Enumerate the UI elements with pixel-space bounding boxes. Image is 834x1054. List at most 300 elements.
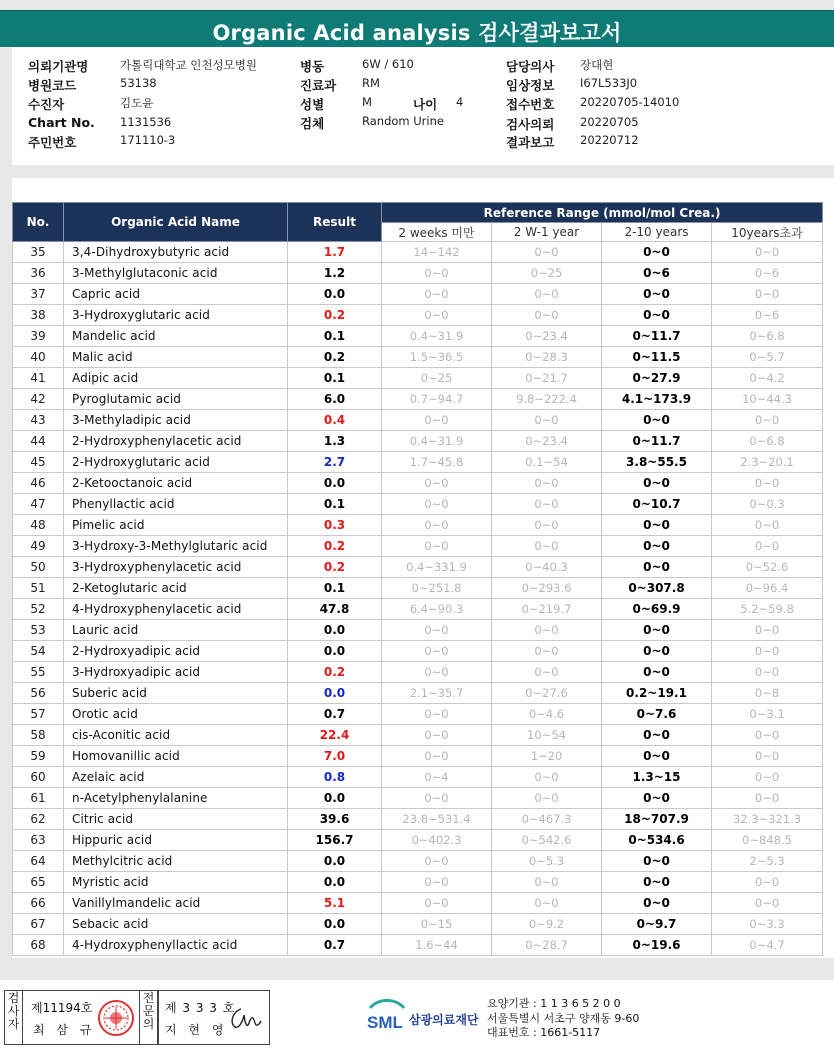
ref-over-10years: 0~6.8 (712, 431, 823, 452)
specialist-license: 제 3 3 3 호 (165, 1001, 236, 1015)
row-number: 44 (13, 431, 64, 452)
ref-over-10years: 0~0 (712, 284, 823, 305)
ref-2-10years: 0~7.6 (602, 704, 712, 725)
ref-2-10years: 0~0 (602, 893, 712, 914)
ref-over-10years: 0~0 (712, 746, 823, 767)
signature-icon (227, 1003, 263, 1037)
ref-2w-1year: 0~0 (492, 662, 602, 683)
ref-2-10years: 0~0 (602, 851, 712, 872)
table-row (13, 746, 823, 767)
examiner-label-text: 검사자 (7, 991, 20, 1031)
acid-name: Vanillylmandelic acid (64, 893, 288, 914)
ref-over-10years: 0~0 (712, 515, 823, 536)
results-table (12, 202, 823, 956)
row-number: 43 (13, 410, 64, 431)
ref-2w-1year: 0~542.6 (492, 830, 602, 851)
row-number: 37 (13, 284, 64, 305)
ref-col-header: 2 weeks 미만 (382, 223, 492, 242)
sex-label: 성별 (300, 97, 325, 112)
ref-2w-1year: 0~0 (492, 515, 602, 536)
result-value: 0.8 (288, 767, 382, 788)
ref-over-10years: 0~848.5 (712, 830, 823, 851)
ref-2w-1year: 0~25 (492, 263, 602, 284)
ref-2w-1year: 0~9.2 (492, 914, 602, 935)
patient-value: 김도윤 (120, 96, 154, 110)
row-number: 58 (13, 725, 64, 746)
table-row (13, 431, 823, 452)
ward-value: 6W / 610 (362, 57, 414, 71)
table-row (13, 704, 823, 725)
ref-2-10years: 0~0 (602, 284, 712, 305)
acid-name: Pyroglutamic acid (64, 389, 288, 410)
ref-2-10years: 0~0 (602, 746, 712, 767)
ref-2-10years: 0~10.7 (602, 494, 712, 515)
row-number: 62 (13, 809, 64, 830)
row-number: 42 (13, 389, 64, 410)
table-row (13, 452, 823, 473)
ref-over-10years: 0~0.3 (712, 494, 823, 515)
table-row (13, 599, 823, 620)
ref-2w-1year: 0~219.7 (492, 599, 602, 620)
ref-2w-1year: 0~28.3 (492, 347, 602, 368)
row-number: 59 (13, 746, 64, 767)
org-address (487, 997, 639, 1041)
ref-2weeks: 0~0 (382, 305, 492, 326)
age-label: 나이 (413, 97, 438, 112)
ref-2weeks: 0.4~331.9 (382, 557, 492, 578)
table-row (13, 809, 823, 830)
ref-2w-1year: 0~23.4 (492, 326, 602, 347)
table-row (13, 494, 823, 515)
ref-2w-1year: 0~0 (492, 284, 602, 305)
acid-name: Orotic acid (64, 704, 288, 725)
acid-name: 2-Ketooctanoic acid (64, 473, 288, 494)
ref-2w-1year: 0~0 (492, 242, 602, 263)
row-number: 36 (13, 263, 64, 284)
result-value: 0.2 (288, 347, 382, 368)
acid-name: Capric acid (64, 284, 288, 305)
ref-2weeks: 0~4 (382, 767, 492, 788)
doctor-label: 담당의사 (506, 59, 555, 74)
result-value: 0.0 (288, 683, 382, 704)
result-value: 0.3 (288, 515, 382, 536)
result-value: 0.0 (288, 872, 382, 893)
ref-2weeks: 0~15 (382, 914, 492, 935)
ref-2weeks: 0~0 (382, 284, 492, 305)
ref-over-10years: 0~6 (712, 263, 823, 284)
acid-name: 3-Methylglutaconic acid (64, 263, 288, 284)
ref-2-10years: 0~0 (602, 872, 712, 893)
ref-2w-1year: 0~0 (492, 620, 602, 641)
ref-2-10years: 0~0 (602, 662, 712, 683)
ref-2weeks: 0~0 (382, 620, 492, 641)
ref-2w-1year: 0~0 (492, 893, 602, 914)
dept-label: 진료과 (300, 78, 337, 93)
result-value: 1.7 (288, 242, 382, 263)
ref-2weeks: 1.6~44 (382, 935, 492, 956)
ref-2w-1year: 0~0 (492, 473, 602, 494)
result-value: 0.2 (288, 305, 382, 326)
ref-col-header: 2-10 years (602, 223, 712, 242)
row-number: 53 (13, 620, 64, 641)
row-number: 51 (13, 578, 64, 599)
result-value: 0.0 (288, 473, 382, 494)
acid-name: Lauric acid (64, 620, 288, 641)
col-header-name: Organic Acid Name (64, 203, 288, 242)
ref-2w-1year: 0~0 (492, 872, 602, 893)
row-number: 41 (13, 368, 64, 389)
table-row (13, 347, 823, 368)
ref-2weeks: 0~0 (382, 725, 492, 746)
ref-2weeks: 23.8~531.4 (382, 809, 492, 830)
ref-2-10years: 0~19.6 (602, 935, 712, 956)
ref-over-10years: 0~0 (712, 662, 823, 683)
ref-col-header: 2 W-1 year (492, 223, 602, 242)
ref-2-10years: 0~534.6 (602, 830, 712, 851)
row-number: 46 (13, 473, 64, 494)
ref-2-10years: 18~707.9 (602, 809, 712, 830)
ref-2weeks: 0~0 (382, 515, 492, 536)
acid-name: Hippuric acid (64, 830, 288, 851)
result-value: 0.0 (288, 914, 382, 935)
table-row (13, 263, 823, 284)
ref-over-10years: 0~8 (712, 683, 823, 704)
result-value: 0.1 (288, 494, 382, 515)
ref-over-10years: 2~5.3 (712, 851, 823, 872)
row-number: 35 (13, 242, 64, 263)
table-row (13, 641, 823, 662)
col-header-reference: Reference Range (mmol/mol Crea.) (382, 203, 823, 223)
acid-name: 3,4-Dihydroxybutyric acid (64, 242, 288, 263)
acid-name: Malic acid (64, 347, 288, 368)
doctor-value: 장대현 (580, 58, 614, 72)
ref-2weeks: 0~0 (382, 473, 492, 494)
ref-2w-1year: 0~40.3 (492, 557, 602, 578)
table-row (13, 389, 823, 410)
ref-2weeks: 0~0 (382, 872, 492, 893)
ref-2-10years: 0~11.7 (602, 326, 712, 347)
ref-2-10years: 0~6 (602, 263, 712, 284)
ref-2weeks: 0.4~31.9 (382, 431, 492, 452)
specialist-label-text: 전문의 (142, 991, 155, 1031)
acid-name: 3-Hydroxyglutaric acid (64, 305, 288, 326)
row-number: 57 (13, 704, 64, 725)
receipt-label: 접수번호 (506, 97, 555, 112)
dept-value: RM (362, 76, 380, 90)
ref-2w-1year: 0~293.6 (492, 578, 602, 599)
result-value: 0.4 (288, 410, 382, 431)
ref-2w-1year: 0~0 (492, 494, 602, 515)
result-value: 5.1 (288, 893, 382, 914)
result-value: 22.4 (288, 725, 382, 746)
result-value: 2.7 (288, 452, 382, 473)
acid-name: Azelaic acid (64, 767, 288, 788)
ref-2weeks: 0~0 (382, 410, 492, 431)
ref-2w-1year: 0~467.3 (492, 809, 602, 830)
request-value: 20220705 (580, 115, 639, 129)
table-row (13, 935, 823, 956)
table-row (13, 893, 823, 914)
ref-2w-1year: 10~54 (492, 725, 602, 746)
ref-2-10years: 0~9.7 (602, 914, 712, 935)
table-row (13, 368, 823, 389)
ref-col-header: 10years초과 (712, 223, 823, 242)
ref-2-10years: 0~307.8 (602, 578, 712, 599)
title-bar (0, 10, 834, 47)
row-number: 40 (13, 347, 64, 368)
acid-name: 2-Ketoglutaric acid (64, 578, 288, 599)
results-panel (12, 178, 834, 958)
row-number: 49 (13, 536, 64, 557)
ref-2w-1year: 0~27.6 (492, 683, 602, 704)
row-number: 67 (13, 914, 64, 935)
ref-2weeks: 1.5~36.5 (382, 347, 492, 368)
row-number: 39 (13, 326, 64, 347)
row-number: 48 (13, 515, 64, 536)
ref-2-10years: 0~69.9 (602, 599, 712, 620)
result-value: 0.2 (288, 662, 382, 683)
row-number: 54 (13, 641, 64, 662)
ref-2w-1year: 0~0 (492, 536, 602, 557)
ref-2weeks: 2.1~35.7 (382, 683, 492, 704)
ref-over-10years: 0~0 (712, 641, 823, 662)
ref-2weeks: 0~0 (382, 788, 492, 809)
ref-over-10years: 0~0 (712, 242, 823, 263)
ref-over-10years: 0~0 (712, 788, 823, 809)
specialist-label (140, 991, 158, 1044)
ref-over-10years: 5.2~59.8 (712, 599, 823, 620)
table-row (13, 326, 823, 347)
table-row (13, 767, 823, 788)
ref-2-10years: 0~0 (602, 242, 712, 263)
result-value: 7.0 (288, 746, 382, 767)
ref-over-10years: 0~0 (712, 410, 823, 431)
ref-2-10years: 0~11.5 (602, 347, 712, 368)
acid-name: Homovanillic acid (64, 746, 288, 767)
clinical-label: 임상정보 (506, 78, 555, 93)
ref-2-10years: 0.2~19.1 (602, 683, 712, 704)
hospital-value: 가톨릭대학교 인천성모병원 (120, 58, 257, 72)
signature-box (4, 990, 270, 1045)
ref-2w-1year: 0~21.7 (492, 368, 602, 389)
table-row (13, 725, 823, 746)
specimen-label: 검체 (300, 116, 325, 131)
ref-2-10years: 4.1~173.9 (602, 389, 712, 410)
row-number: 50 (13, 557, 64, 578)
clinical-value: I67L533J0 (580, 76, 638, 90)
ref-over-10years: 0~0 (712, 893, 823, 914)
ref-over-10years: 0~0 (712, 767, 823, 788)
acid-name: 3-Hydroxyadipic acid (64, 662, 288, 683)
ref-2-10years: 0~0 (602, 305, 712, 326)
acid-name: Mandelic acid (64, 326, 288, 347)
examiner-name: 최 삼 규 (33, 1023, 96, 1037)
ref-2-10years: 0~0 (602, 536, 712, 557)
table-row (13, 683, 823, 704)
ref-over-10years: 0~0 (712, 725, 823, 746)
chart-value: 1131536 (120, 115, 172, 129)
col-header-result: Result (288, 203, 382, 242)
row-number: 64 (13, 851, 64, 872)
table-row (13, 662, 823, 683)
row-number: 56 (13, 683, 64, 704)
ref-over-10years: 0~3.1 (712, 704, 823, 725)
ref-2weeks: 0~0 (382, 641, 492, 662)
row-number: 38 (13, 305, 64, 326)
ref-2weeks: 0~251.8 (382, 578, 492, 599)
ref-2w-1year: 0~0 (492, 410, 602, 431)
examiner-license: 제11194호 (31, 1001, 93, 1015)
logo-text: SML (367, 1013, 403, 1032)
acid-name: 4-Hydroxyphenylacetic acid (64, 599, 288, 620)
acid-name: 2-Hydroxyphenylacetic acid (64, 431, 288, 452)
row-number: 66 (13, 893, 64, 914)
ref-2weeks: 0~0 (382, 704, 492, 725)
ref-over-10years: 0~6 (712, 305, 823, 326)
ref-over-10years: 0~0 (712, 536, 823, 557)
row-number: 52 (13, 599, 64, 620)
table-row (13, 914, 823, 935)
row-number: 47 (13, 494, 64, 515)
specialist-name: 지 현 영 (165, 1023, 228, 1037)
row-number: 68 (13, 935, 64, 956)
acid-name: Sebacic acid (64, 914, 288, 935)
ref-2-10years: 0~0 (602, 410, 712, 431)
ref-over-10years: 10~44.3 (712, 389, 823, 410)
table-row (13, 872, 823, 893)
seal-stamp-icon (97, 999, 135, 1041)
ref-2w-1year: 0~4.6 (492, 704, 602, 725)
examiner-label (5, 991, 23, 1044)
result-value: 0.1 (288, 578, 382, 599)
table-row (13, 410, 823, 431)
table-row (13, 578, 823, 599)
table-row (13, 851, 823, 872)
ref-over-10years: 0~0 (712, 620, 823, 641)
ref-2weeks: 1.7~45.8 (382, 452, 492, 473)
patient-info-panel (12, 47, 834, 165)
ref-over-10years: 0~0 (712, 872, 823, 893)
result-value: 0.0 (288, 284, 382, 305)
ref-2weeks: 0.4~31.9 (382, 326, 492, 347)
acid-name: Myristic acid (64, 872, 288, 893)
sml-logo-icon (364, 996, 408, 1040)
acid-name: 3-Hydroxy-3-Methylglutaric acid (64, 536, 288, 557)
ref-2-10years: 0~11.7 (602, 431, 712, 452)
row-number: 63 (13, 830, 64, 851)
ref-2weeks: 0~0 (382, 662, 492, 683)
result-value: 0.1 (288, 368, 382, 389)
acid-name: 2-Hydroxyadipic acid (64, 641, 288, 662)
col-header-no: No. (13, 203, 64, 242)
ref-2w-1year: 0~0 (492, 641, 602, 662)
row-number: 55 (13, 662, 64, 683)
table-row (13, 557, 823, 578)
ref-2-10years: 1.3~15 (602, 767, 712, 788)
ref-2-10years: 3.8~55.5 (602, 452, 712, 473)
ref-2w-1year: 0~0 (492, 767, 602, 788)
ref-2weeks: 0.7~94.7 (382, 389, 492, 410)
ref-over-10years: 0~3.3 (712, 914, 823, 935)
request-label: 검사의뢰 (506, 117, 555, 132)
result-value: 39.6 (288, 809, 382, 830)
org-street: 서울특별시 서초구 양재동 9-60 (487, 1011, 640, 1025)
id-value: 171110-3 (120, 133, 176, 147)
org-name: 삼광의료재단 (409, 1013, 479, 1027)
result-value: 0.0 (288, 641, 382, 662)
ref-2-10years: 0~0 (602, 620, 712, 641)
report-label: 결과보고 (506, 135, 555, 150)
specimen-value: Random Urine (362, 114, 444, 128)
table-row (13, 788, 823, 809)
result-value: 0.7 (288, 704, 382, 725)
result-value: 0.0 (288, 851, 382, 872)
row-number: 61 (13, 788, 64, 809)
ref-2-10years: 0~0 (602, 788, 712, 809)
ref-2weeks: 0~0 (382, 893, 492, 914)
table-row (13, 305, 823, 326)
ref-over-10years: 0~96.4 (712, 578, 823, 599)
org-phone: 대표번호 : 1661-5117 (487, 1026, 601, 1039)
age-value: 4 (456, 95, 464, 109)
ref-2weeks: 0~0 (382, 494, 492, 515)
result-value: 0.0 (288, 620, 382, 641)
acid-name: Phenyllactic acid (64, 494, 288, 515)
report-footer (0, 980, 834, 1054)
ref-2w-1year: 0~5.3 (492, 851, 602, 872)
table-row (13, 620, 823, 641)
ref-2-10years: 0~0 (602, 725, 712, 746)
chart-label: Chart No. (28, 115, 95, 130)
ref-2-10years: 0~0 (602, 641, 712, 662)
acid-name: Citric acid (64, 809, 288, 830)
table-row (13, 242, 823, 263)
hospital-label: 의뢰기관명 (28, 59, 89, 74)
ref-over-10years: 32.3~321.3 (712, 809, 823, 830)
ref-over-10years: 2.3~20.1 (712, 452, 823, 473)
id-label: 주민번호 (28, 135, 77, 150)
ward-label: 병동 (300, 59, 325, 74)
org-code: 요양기관 : 1 1 3 6 5 2 0 0 (487, 997, 621, 1010)
ref-over-10years: 0~52.6 (712, 557, 823, 578)
ref-2-10years: 0~0 (602, 557, 712, 578)
ref-2w-1year: 0.1~54 (492, 452, 602, 473)
row-number: 45 (13, 452, 64, 473)
acid-name: Suberic acid (64, 683, 288, 704)
acid-name: 4-Hydroxyphenyllactic acid (64, 935, 288, 956)
report-title: Organic Acid analysis 검사결과보고서 (212, 21, 622, 45)
ref-2w-1year: 1~20 (492, 746, 602, 767)
result-value: 156.7 (288, 830, 382, 851)
ref-2w-1year: 0~0 (492, 305, 602, 326)
acid-name: Adipic acid (64, 368, 288, 389)
ref-over-10years: 0~6.8 (712, 326, 823, 347)
ref-2weeks: 0~0 (382, 263, 492, 284)
table-row (13, 830, 823, 851)
acid-name: 2-Hydroxyglutaric acid (64, 452, 288, 473)
ref-2weeks: 6.4~90.3 (382, 599, 492, 620)
code-value: 53138 (120, 76, 157, 90)
row-number: 60 (13, 767, 64, 788)
table-row (13, 284, 823, 305)
ref-2weeks: 0~0 (382, 746, 492, 767)
table-row (13, 536, 823, 557)
ref-2weeks: 0~25 (382, 368, 492, 389)
acid-name: n-Acetylphenylalanine (64, 788, 288, 809)
result-value: 1.3 (288, 431, 382, 452)
patient-label: 수진자 (28, 97, 65, 112)
result-value: 0.0 (288, 788, 382, 809)
